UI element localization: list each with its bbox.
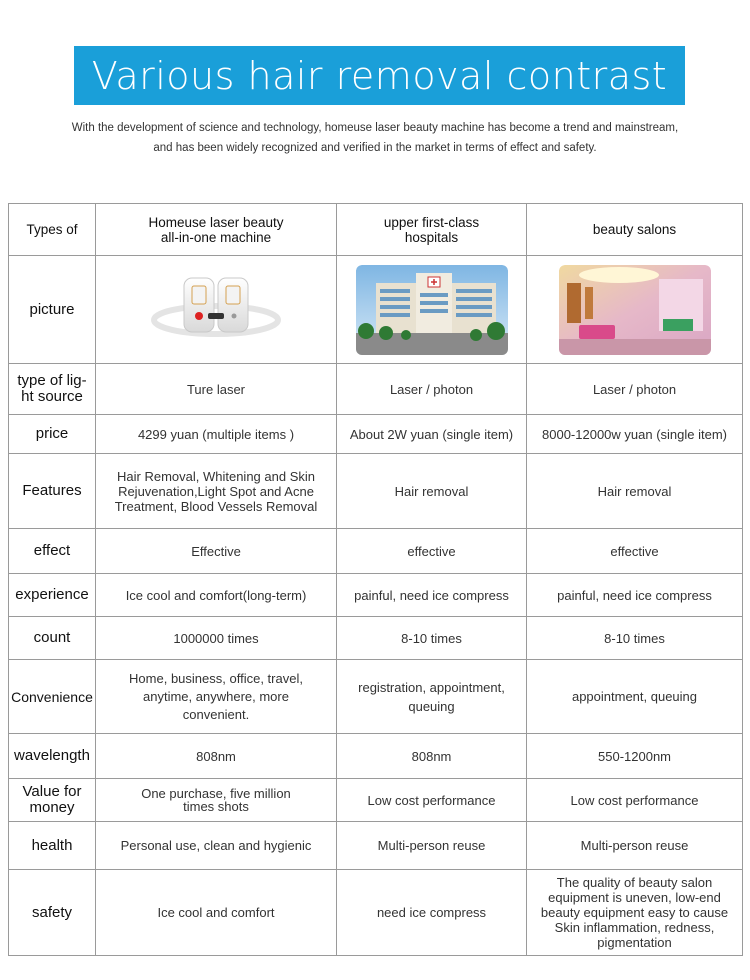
table-row — [9, 574, 743, 617]
subtitle-line: and has been widely recognized and verified in the market in terms of effect and safety. — [153, 142, 597, 154]
cell-homeuse: Hair Removal, Whitening and Skin Rejuvenation,Light Spot and Acne Treatment, Blood Vessels Removal — [96, 454, 337, 529]
cell-hospital: painful, need ice compress — [337, 574, 527, 617]
table-row — [9, 256, 743, 364]
cell-homeuse: Personal use, clean and hygienic — [96, 822, 337, 870]
cell-homeuse: 808nm — [96, 734, 337, 779]
row-label: type of lig-ht source — [9, 364, 96, 415]
row-label: wavelength — [9, 734, 96, 779]
comparison-table — [8, 203, 743, 956]
cell-homeuse: 4299 yuan (multiple items ) — [96, 415, 337, 454]
header-salons: beauty salons — [527, 204, 743, 256]
cell-hospital: 8-10 times — [337, 617, 527, 660]
row-label: Features — [9, 454, 96, 529]
row-label: effect — [9, 529, 96, 574]
cell-hospital: 808nm — [337, 734, 527, 779]
header-hospitals: upper first-class hospitals — [337, 204, 527, 256]
cell-hospital: need ice compress — [337, 870, 527, 956]
page-title: Various hair removal contrast — [74, 46, 685, 105]
cell-homeuse: Ice cool and comfort(long-term) — [96, 574, 337, 617]
cell-hospital: Hair removal — [337, 454, 527, 529]
cell-salon: appointment, queuing — [527, 660, 743, 734]
table-row — [9, 660, 743, 734]
cell-salon: The quality of beauty salon equipment is uneven, low-end beauty equipment easy to cause Skin inflammation, redness, pigmentation — [527, 870, 743, 956]
cell-salon: Multi-person reuse — [527, 822, 743, 870]
cell-hospital: registration, appointment, queuing — [337, 660, 527, 734]
cell-salon: Hair removal — [527, 454, 743, 529]
cell-salon: Laser / photon — [527, 364, 743, 415]
cell-hospital: Low cost performance — [337, 779, 527, 822]
table-row — [9, 454, 743, 529]
row-label: safety — [9, 870, 96, 956]
table-row — [9, 870, 743, 956]
cell-salon: 8-10 times — [527, 617, 743, 660]
beauty-salon-image — [559, 265, 711, 355]
table-row — [9, 779, 743, 822]
table-row — [9, 822, 743, 870]
cell-salon: Low cost performance — [527, 779, 743, 822]
cell-homeuse: Ture laser — [96, 364, 337, 415]
cell-homeuse: Effective — [96, 529, 337, 574]
cell-homeuse: 1000000 times — [96, 617, 337, 660]
row-label: Convenience — [9, 660, 96, 734]
cell-salon: 8000-12000w yuan (single item) — [527, 415, 743, 454]
cell-hospital: Laser / photon — [337, 364, 527, 415]
row-label: price — [9, 415, 96, 454]
subtitle-line: With the development of science and technology, homeuse laser beauty machine has become a trend and mainstream, — [71, 122, 679, 134]
picture-cell — [96, 256, 337, 364]
table-row — [9, 734, 743, 779]
table-header-row — [9, 204, 743, 256]
row-label: health — [9, 822, 96, 870]
cell-salon: effective — [527, 529, 743, 574]
cell-homeuse: Home, business, office, travel, anytime, anywhere, more convenient. — [96, 660, 337, 734]
row-label: Value for money — [9, 779, 96, 822]
picture-cell — [527, 256, 743, 364]
cell-hospital: About 2W yuan (single item) — [337, 415, 527, 454]
cell-homeuse: Ice cool and comfort — [96, 870, 337, 956]
header-types: Types of — [9, 204, 96, 256]
cell-hospital: Multi-person reuse — [337, 822, 527, 870]
row-label: picture — [9, 256, 96, 364]
laser-device-image — [146, 270, 286, 350]
table-row — [9, 617, 743, 660]
table-row — [9, 529, 743, 574]
subtitle — [20, 118, 730, 158]
table-row — [9, 415, 743, 454]
row-label: experience — [9, 574, 96, 617]
row-label: count — [9, 617, 96, 660]
cell-homeuse: One purchase, five million times shots — [96, 779, 337, 822]
hospital-building-image — [356, 265, 508, 355]
cell-hospital: effective — [337, 529, 527, 574]
cell-salon: 550-1200nm — [527, 734, 743, 779]
table-row — [9, 364, 743, 415]
header-homeuse: Homeuse laser beauty all-in-one machine — [96, 204, 337, 256]
cell-salon: painful, need ice compress — [527, 574, 743, 617]
picture-cell — [337, 256, 527, 364]
